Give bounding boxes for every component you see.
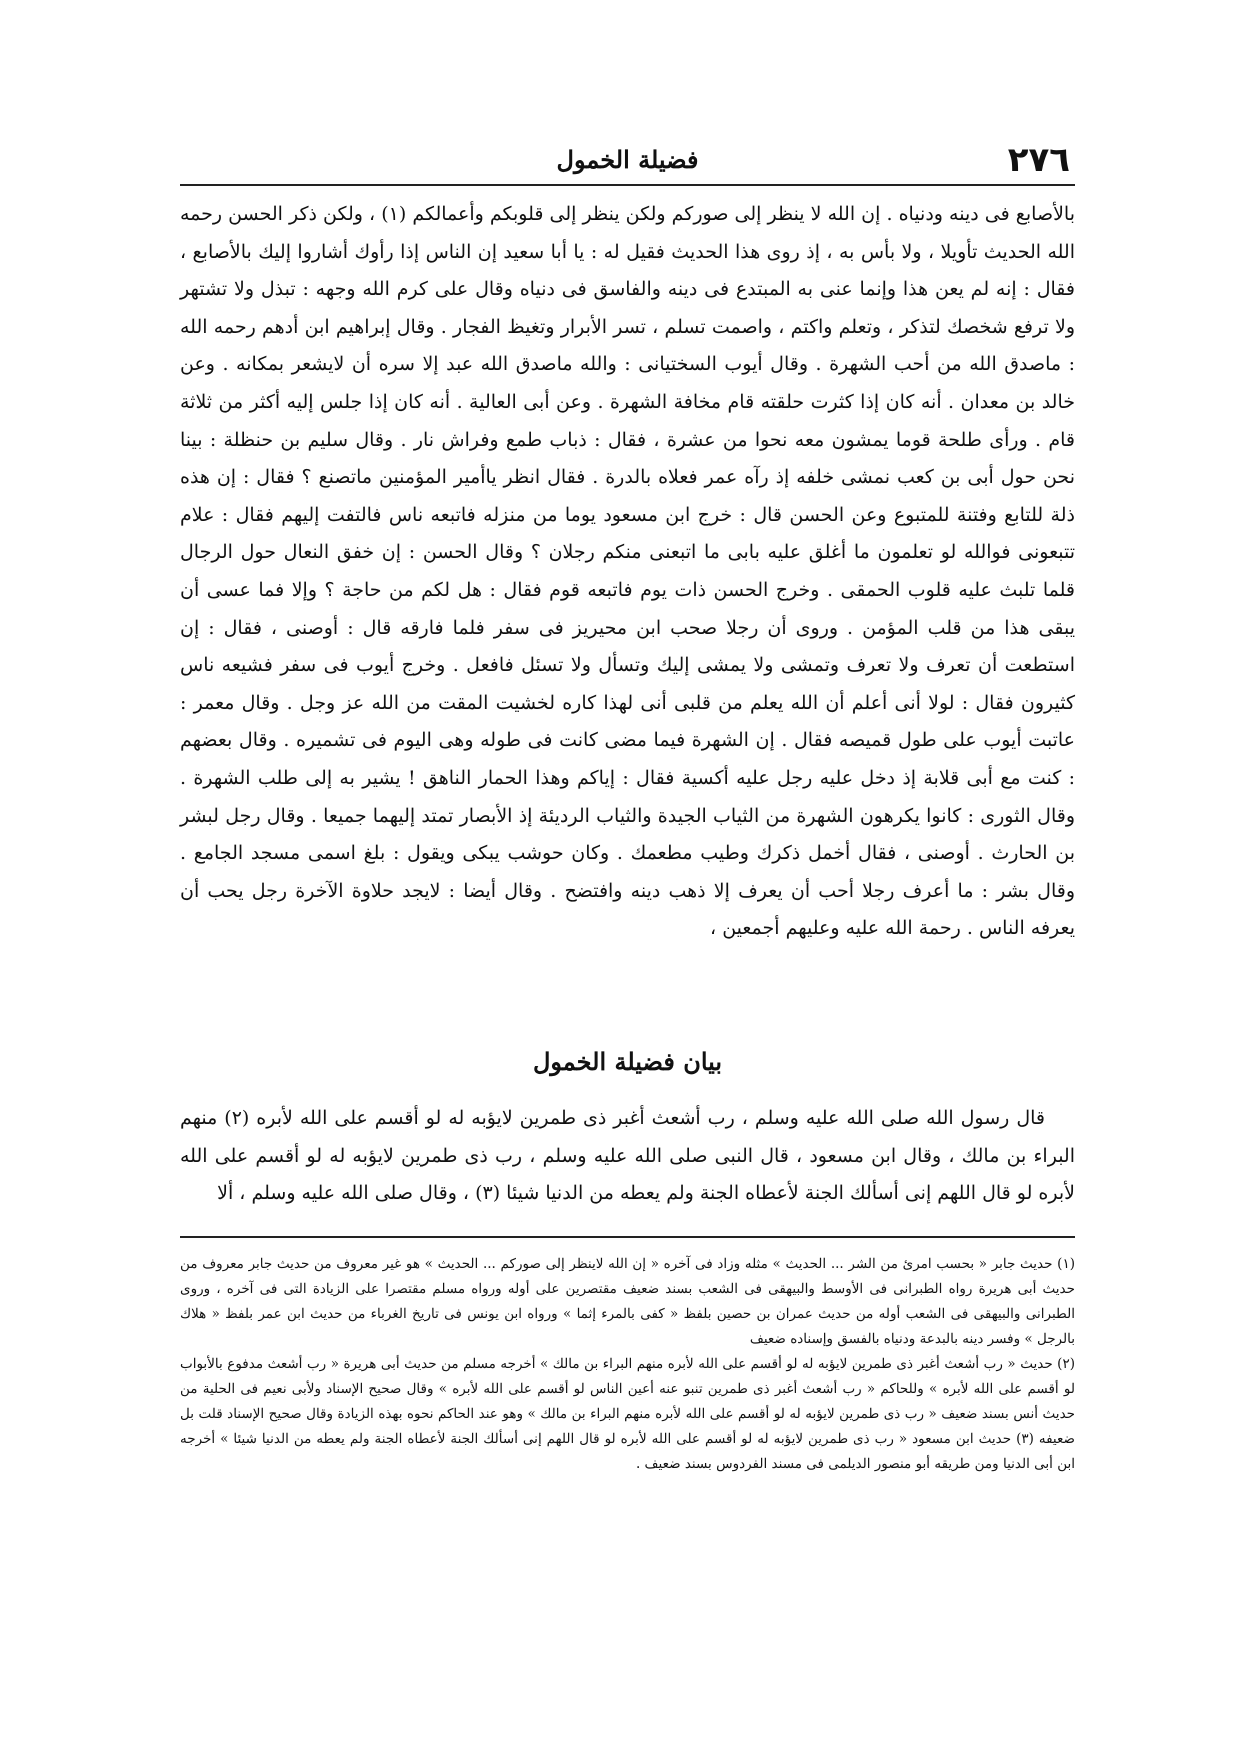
page-number: ٢٧٦	[1007, 140, 1070, 180]
main-text	[180, 196, 1075, 948]
body-paragraph: بالأصابع فى دينه ودنياه . إن الله لا ينظر إلى صوركم ولكن ينظر إلى قلوبكم وأعمالكم (١) ، ولكن ذكر الحسن رحمه الله الحديث تأويلا ، ولا بأس به ، إذ روى هذا الحديث فقيل له : يا أبا سعيد إن الناس إذا رأوك أشاروا إليك بالأصابع ، فقال : إنه لم يعن هذا وإنما عنى به المبتدع فى دينه والفاسق فى دنياه وقال على كرم الله وجهه : تبذل ولا تشتهر ولا ترفع شخصك لتذكر ، وتعلم واكتم ، واصمت تسلم ، تسر الأبرار وتغيظ الفجار . وقال إبراهيم ابن أدهم رحمه الله : ماصدق الله من أحب الشهرة . وقال أيوب السختيانى : والله ماصدق الله عبد إلا سره أن لايشعر بمكانه . وعن خالد بن معدان . أنه كان إذا كثرت حلقته قام مخافة الشهرة . وعن أبى العالية . أنه كان إذا جلس إليه أكثر من ثلاثة قام . ورأى طلحة قوما يمشون معه نحوا من عشرة ، فقال : ذباب طمع وفراش نار . وقال سليم بن حنظلة : بينا نحن حول أبى بن كعب نمشى خلفه إذ رآه عمر فعلاه بالدرة . فقال انظر ياأمير المؤمنين ماتصنع ؟ فقال : إن هذه ذلة للتابع وفتنة للمتبوع وعن الحسن قال : خرج ابن مسعود يوما من منزله فاتبعه ناس فالتفت إليهم فقال : علام تتبعونى فوالله لو تعلمون ما أغلق عليه بابى ما اتبعنى منكم رجلان ؟ وقال الحسن : إن خفق النعال حول الرجال قلما تلبث عليه قلوب الحمقى . وخرج الحسن ذات يوم فاتبعه قوم فقال : هل لكم من حاجة ؟ وإلا فما عسى أن يبقى هذا من قلب المؤمن . وروى أن رجلا صحب ابن محيريز فى سفر فلما فارقه قال : أوصنى ، فقال : إن استطعت أن تعرف ولا تعرف وتمشى ولا يمشى إليك وتسأل ولا تسئل فافعل . وخرج أيوب فى سفر فشيعه ناس كثيرون فقال : لولا أنى أعلم أن الله يعلم من قلبى أنى لهذا كاره لخشيت المقت من الله عز وجل . وقال معمر : عاتبت أيوب على طول قميصه فقال . إن الشهرة فيما مضى كانت فى طوله وهى اليوم فى تشميره . وقال بعضهم : كنت مع أبى قلابة إذ دخل عليه رجل عليه أكسية فقال : إياكم وهذا الحمار الناهق ! يشير به إلى طلب الشهرة . وقال الثورى : كانوا يكرهون الشهرة من الثياب الجيدة والثياب الرديئة إذ الأبصار تمتد إليهما جميعا . وقال رجل لبشر بن الحارث . أوصنى ، فقال أخمل ذكرك وطيب مطعمك . وكان حوشب يبكى ويقول : بلغ اسمى مسجد الجامع . وقال بشر : ما أعرف رجلا أحب أن يعرف إلا ذهب دينه وافتضح . وقال أيضا : لايجد حلاوة الآخرة رجل يحب أن يعرفه الناس . رحمة الله عليه وعليهم أجمعين ،	[180, 203, 1075, 940]
running-title: فضيلة الخمول	[556, 145, 699, 174]
section-heading: بيان فضيلة الخمول	[532, 1047, 723, 1076]
page-header	[185, 140, 1070, 180]
footnotes	[180, 1252, 1075, 1477]
section-text	[180, 1100, 1075, 1213]
footnote-2: (٢) حديث « رب أشعث أغبر ذى طمرين لايؤبه له لو أقسم على الله لأبره منهم البراء بن مالك » أخرجه مسلم من حديث أبى هريرة « رب أشعث مدفوع بالأبواب لو أقسم على الله لأبره » وللحاكم « رب أشعث أغبر ذى طمرين تنبو عنه أعين الناس لو أقسم على الله لأبره » وقال صحيح الإسناد ولأبى نعيم فى الحلية من حديث أنس بسند ضعيف « رب ذى طمرين لايؤبه له لو أقسم على الله لأبره منهم البراء بن مالك » وهو عند الحاكم نحوه بهذه الزيادة وقال صحيح الإسناد قلت بل ضعيفه (٣) حديث ابن مسعود « رب ذى طمرين لايؤبه له لو أقسم على الله لأبره لو قال اللهم إنى أسألك الجنة لأعطاه الجنة ولم يعطه من الدنيا شيئا » أخرجه ابن أبى الدنيا ومن طريقه أبو منصور الديلمى فى مسند الفردوس بسند ضعيف .	[180, 1356, 1075, 1472]
footnote-rule	[180, 1236, 1075, 1238]
footnote-1: (١) حديث جابر « بحسب امرئ من الشر ... الحديث » مثله وزاد فى آخره « إن الله لاينظر إلى صوركم ... الحديث » هو غير معروف من حديث جابر معروف من حديث أبى هريرة رواه الطبرانى فى الأوسط والبيهقى فى الشعب بسند ضعيف مقتصرين على أوله ورواه مسلم مقتصرا على الزيادة التى فى آخره ، وروى الطبرانى والبيهقى فى الشعب أوله من حديث عمران بن حصين بلفظ « كفى بالمرء إثما » ورواه ابن يونس فى تاريخ الغرباء من حديث ابن عمر بلفظ « هلاك بالرجل » وفسر دينه بالبدعة ودنياه بالفسق وإسناده ضعيف	[180, 1256, 1075, 1347]
header-rule	[180, 184, 1075, 186]
section-paragraph: قال رسول الله صلى الله عليه وسلم ، رب أشعث أغبر ذى طمرين لايؤبه له لو أقسم على الله لأبره (٢) منهم البراء بن مالك ، وقال ابن مسعود ، قال النبى صلى الله عليه وسلم ، رب ذى طمرين لايؤبه له لو أقسم على الله لأبره لو قال اللهم إنى أسألك الجنة لأعطاه الجنة ولم يعطه من الدنيا شيئا (٣) ، وقال صلى الله عليه وسلم ، ألا	[180, 1107, 1075, 1204]
